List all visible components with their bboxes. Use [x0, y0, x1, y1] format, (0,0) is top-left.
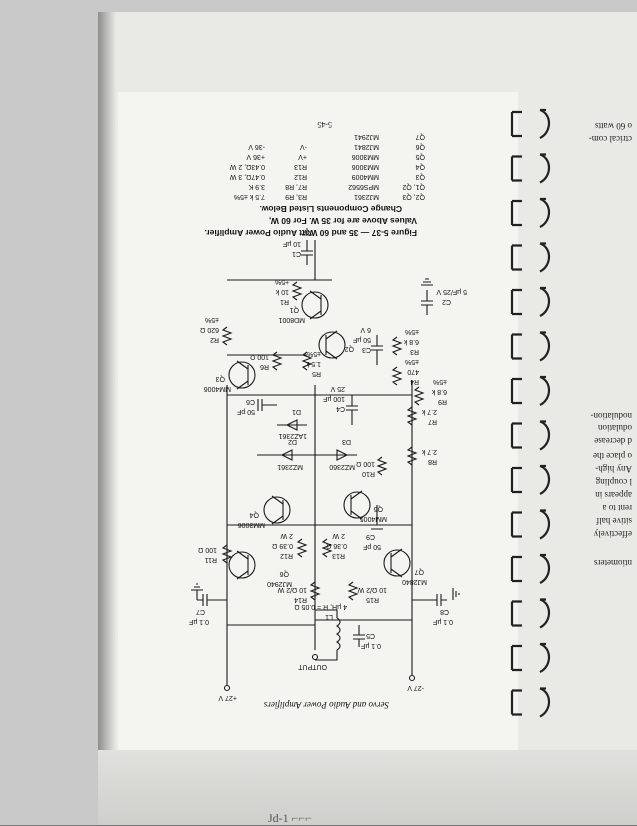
binding-ring: [512, 555, 549, 583]
table-ref: Q2, Q3: [402, 193, 425, 200]
c4-label: C4: [336, 405, 345, 412]
binding-ring: [512, 600, 549, 628]
supply-positive-label: +27 V: [218, 694, 237, 701]
table-ref: Q1, Q2: [402, 183, 425, 190]
c3-value: 50 µF: [352, 336, 371, 343]
r1-tolerance: ±5%: [275, 278, 289, 285]
c8-value: 0.1 µF: [433, 618, 453, 625]
c3-voltage: 6 V: [360, 326, 371, 333]
r7-value: 2.7 k: [421, 408, 437, 415]
table-vref: R13: [294, 163, 307, 170]
handwritten-mark: Jd-1 ⌐⌐⌐: [268, 811, 312, 825]
output-label: OUTPUT: [298, 663, 327, 670]
q5-label: Q5: [373, 505, 383, 512]
table-ref: Q4: [415, 163, 425, 170]
table-vref: R3, R9: [285, 193, 307, 200]
side-text-line: o place the: [593, 451, 632, 461]
r14-label: R14: [294, 596, 307, 603]
r3-tolerance: ±5%: [405, 328, 419, 335]
q3-part: MM4006: [203, 385, 231, 392]
side-text-line: o 60 watts: [595, 121, 632, 131]
r5-value: 1.5 k: [305, 360, 321, 367]
r2-tolerance: ±5%: [205, 316, 219, 323]
r5-label: R5: [312, 370, 321, 377]
r1-label: R1: [280, 298, 289, 305]
c8-label: C8: [440, 608, 449, 615]
r13-label: R13: [332, 552, 345, 559]
table-vref: R12: [294, 173, 307, 180]
c5-value: 0.1 µF: [361, 642, 381, 649]
figure-caption-line3: Change Components Listed Below.: [259, 204, 402, 214]
c6-label: C6: [246, 398, 255, 405]
table-part: MM4009: [351, 173, 379, 180]
table-part: MM3006: [351, 163, 379, 170]
running-footer-title: Servo and Audio Power Amplifiers: [263, 700, 389, 710]
r9-tolerance: ±5%: [433, 378, 447, 385]
c6-value: 50 pF: [237, 408, 255, 415]
r1-value: 10 k: [275, 288, 289, 295]
c9-label: C9: [366, 533, 375, 540]
binding-ring: [512, 466, 549, 494]
r12-watts: 2 W: [280, 532, 293, 539]
binding-ring: [512, 110, 549, 138]
q4-part: MM3006: [237, 521, 265, 528]
r13-watts: 2 W: [332, 532, 345, 539]
q5-part: MM4005: [359, 515, 387, 522]
c7-label: C7: [196, 608, 205, 615]
q4-label: Q4: [249, 511, 259, 518]
d1-part: 1AZ2361: [278, 432, 307, 439]
r5-tolerance: ±5%: [307, 350, 321, 357]
r15-label: R15: [366, 596, 379, 603]
r13-value: 0.36 Ω: [326, 542, 347, 549]
r11-value: 100 Ω: [198, 546, 217, 553]
d2-part: MZ2361: [277, 463, 303, 470]
r10-label: R10: [362, 470, 375, 477]
table-vval: 3.9 K: [248, 183, 265, 190]
binding-ring: [512, 422, 549, 450]
r10-value: 100 Ω: [356, 460, 375, 467]
side-text-line: ctrical com-: [588, 134, 632, 144]
table-part: MJ2841: [354, 143, 379, 150]
r2-label: R2: [210, 336, 219, 343]
c2-value: 5 µF/25 V: [436, 288, 467, 295]
c5-label: C5: [366, 632, 375, 639]
r6-value: 100 Ω: [250, 353, 269, 360]
binding-ring: [512, 333, 549, 361]
r9-label: R9: [438, 398, 447, 405]
figure-caption-line1: Figure 5-37 — 35 and 60 Watt Audio Power Amplifier.: [204, 228, 417, 238]
page-number: 5-45: [317, 120, 332, 129]
table-vval: +36 V: [246, 153, 265, 160]
c1-label: C1: [292, 250, 301, 257]
c7-value: 0.1 µF: [189, 618, 209, 625]
r12-label: R12: [280, 552, 293, 559]
side-text-line: d decrease: [594, 436, 632, 446]
c1-value: 10 µF: [282, 240, 301, 247]
binding-ring: [512, 288, 549, 316]
d1-label: D1: [292, 408, 301, 415]
table-vref: +V: [298, 153, 307, 160]
table-vval: 7.5 k ±5%: [233, 193, 265, 200]
table-vval: 0.43Ω, 2 W: [229, 163, 265, 170]
c2-label: C2: [442, 298, 451, 305]
supply-negative-label: -27 V: [407, 684, 424, 691]
side-text-line: Any high-: [595, 464, 632, 474]
table-part: MJ2361: [354, 193, 379, 200]
c4-voltage: 25 V: [330, 385, 345, 392]
table-vval: 0.47Ω, 3 W: [229, 173, 265, 180]
r8-value: 2.7 k: [421, 448, 437, 455]
side-text-line: effectively: [593, 529, 632, 539]
q7-label: Q7: [414, 568, 424, 575]
binding-ring: [512, 644, 549, 672]
r6-label: R6: [260, 363, 269, 370]
binding-ring: [512, 244, 549, 272]
side-text-line: rent to a: [602, 503, 632, 513]
binding-ring: [512, 377, 549, 405]
table-part: MM3006: [351, 153, 379, 160]
side-text-line: sitive half: [596, 516, 632, 526]
r3-label: R3: [410, 348, 419, 355]
r14-value: 10 Ω/2 W: [277, 586, 307, 593]
r9-value: 6.8 k: [431, 388, 447, 395]
side-text-line: ntiometers: [594, 558, 632, 568]
side-text-line: l coupling: [595, 477, 632, 487]
q6-label: Q6: [279, 570, 289, 577]
r11-label: R11: [204, 556, 217, 563]
r15-value: 10 Ω/2 W: [357, 586, 387, 593]
l1-label: L1: [325, 613, 333, 620]
r4-value: 470: [407, 368, 419, 375]
table-part: MJ2941: [354, 133, 379, 140]
binding-ring: [512, 199, 549, 227]
d3-label: D3: [342, 438, 351, 445]
r4-tolerance: ±5%: [405, 358, 419, 365]
r8-label: R8: [428, 458, 437, 465]
table-ref: Q5: [415, 153, 425, 160]
c4-value: 100 µF: [323, 395, 345, 402]
r4-label: R4: [410, 378, 419, 385]
q1-label: Q1: [289, 306, 299, 313]
table-ref: Q3: [415, 173, 425, 180]
q7-part: MJ2840: [402, 578, 427, 585]
figure-caption-line2: Values Above are for 35 W. For 60 W,: [268, 216, 417, 226]
r7-label: R7: [428, 418, 437, 425]
q1-part: MD8001: [278, 316, 305, 323]
table-vref: -V: [300, 143, 307, 150]
c3-label: C3: [362, 346, 371, 353]
table-vref: R7, R8: [285, 183, 307, 190]
binding-ring: [512, 155, 549, 183]
q3-label: Q3: [215, 375, 225, 382]
binding-ring: [512, 689, 549, 717]
side-text-line: appears in: [595, 490, 632, 500]
table-vval: -36 V: [248, 143, 265, 150]
side-text-line: odulation: [598, 423, 632, 433]
d2-label: D2: [288, 438, 297, 445]
r12-value: 0.39 Ω: [272, 542, 293, 549]
q2-label: Q2: [344, 345, 354, 352]
table-ref: Q6: [415, 143, 425, 150]
table-ref: Q7: [415, 133, 425, 140]
q6-part: MJ2940: [267, 580, 292, 587]
r2-value: 620 Ω: [200, 326, 219, 333]
r3-value: 6.8 k: [403, 338, 419, 345]
c9-value: 50 pF: [363, 543, 381, 550]
d3-part: MZ2360: [329, 463, 355, 470]
l1-value: 4 µH, R = 0.05 Ω: [294, 603, 347, 610]
side-text-line: nodulation-: [590, 411, 632, 421]
binding-ring: [512, 511, 549, 539]
table-part: MPS6562: [348, 183, 379, 190]
